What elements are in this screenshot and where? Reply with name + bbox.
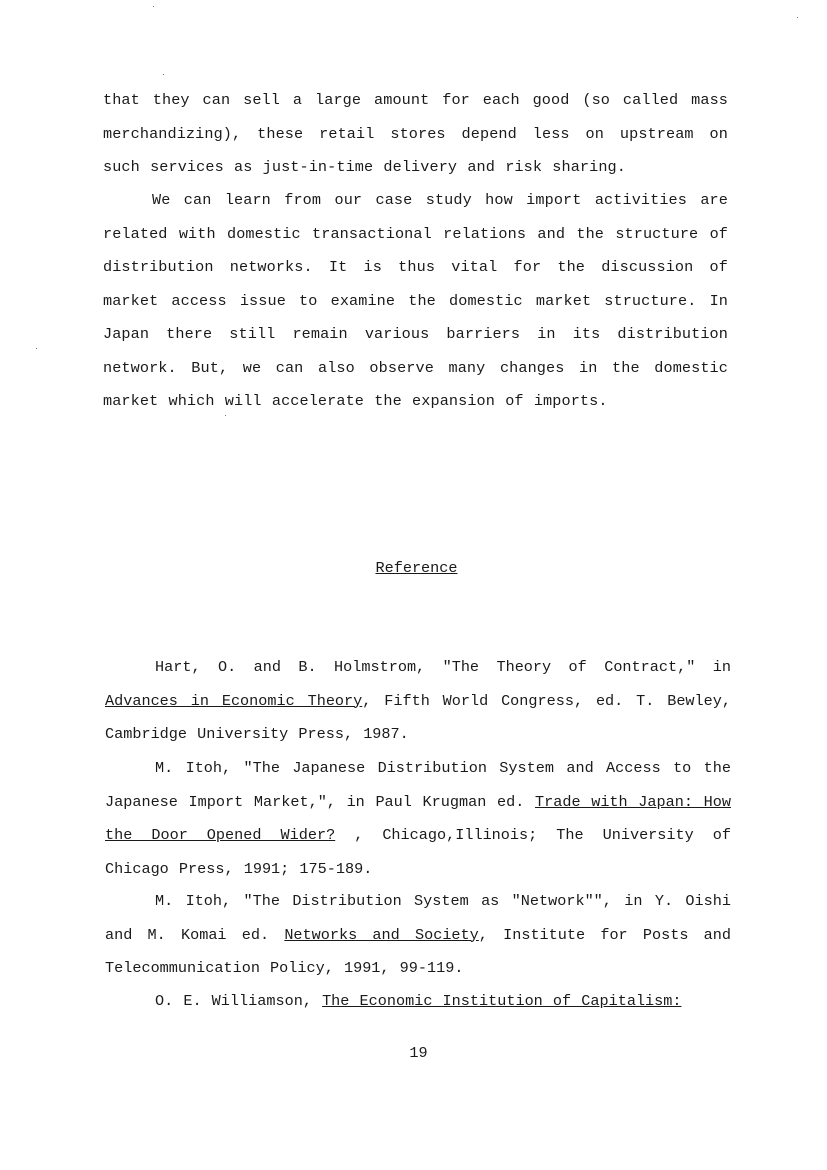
reference-item (105, 651, 731, 752)
scan-speck (163, 74, 164, 75)
page-number: 19 (409, 1044, 428, 1062)
reference-title: Trade with Japan: How the Door Opened Wider? (105, 792, 731, 844)
body-paragraph-conclusion: We can learn from our case study how import activities are related with domestic transactional relations and the structure of distribution networks. It is thus vital for the discussion of market access issue to examine the domestic market structure. In Japan there still remain various barriers in its distribution network. But, we can also observe many changes in the domestic market which will accelerate the expansion of imports. (103, 191, 728, 410)
reference-title: The Economic Institution of Capitalism: (322, 992, 682, 1010)
scan-speck (153, 6, 154, 7)
reference-item (105, 752, 731, 886)
reference-text: Hart, O. and B. Holmstrom, "The Theory of Contract," in (155, 658, 731, 676)
reference-text: O. E. Williamson, (155, 992, 323, 1010)
body-paragraph-continued: that they can sell a large amount for each good (so called mass merchandizing), these retail stores depend less on upstream on such services as just-in-time delivery and risk sharing. (103, 91, 728, 176)
reference-item (105, 885, 731, 986)
scan-speck (36, 348, 37, 349)
reference-text: , Fifth World Congress, ed. T. Bewley, Cambridge University Press, 1987. (105, 691, 731, 743)
reference-text: , Institute for Posts and Telecommunication Policy, 1991, 99-119. (105, 925, 731, 977)
reference-text: M. Itoh, "The Distribution System as "Network"", in Y. Oishi and M. Komai ed. (105, 892, 731, 944)
reference-heading: Reference (375, 559, 458, 577)
reference-title: Networks and Society (284, 925, 479, 944)
reference-item (105, 985, 731, 1019)
reference-title: Advances in Economic Theory (105, 691, 363, 710)
scan-speck (797, 17, 798, 18)
scan-speck (225, 415, 226, 416)
reference-text: , Chicago,Illinois; The University of Chicago Press, 1991; 175-189. (105, 826, 731, 878)
reference-text: M. Itoh, "The Japanese Distribution System and Access to the Japanese Import Market,", in Paul Krugman ed. (105, 759, 731, 811)
